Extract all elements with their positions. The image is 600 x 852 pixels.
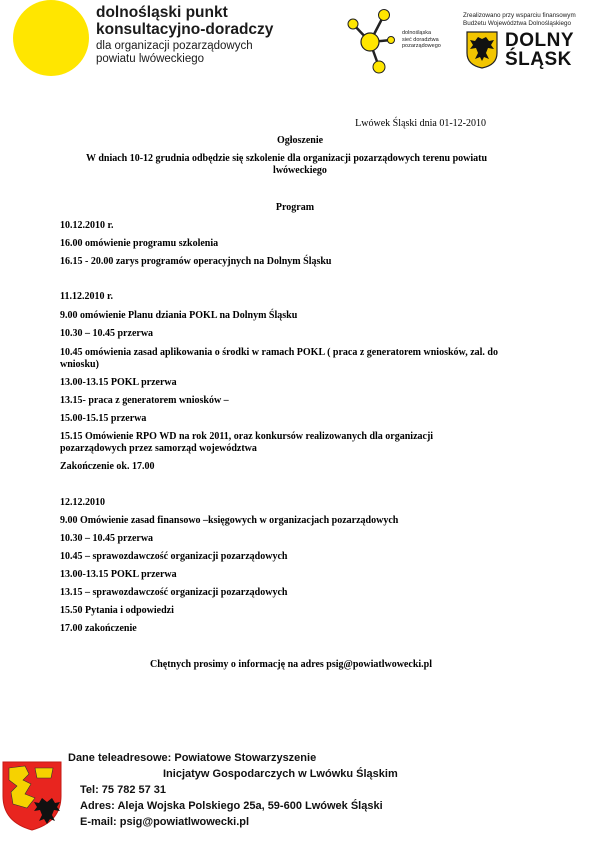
program-line: 17.00 zakończenie xyxy=(60,623,137,634)
org-name-line2: konsultacyjno-doradczy xyxy=(96,21,274,38)
program-line: 13.15 – sprawozdawczość organizacji pozarządowych xyxy=(60,587,288,598)
program-line: 10.12.2010 r. xyxy=(60,220,114,231)
network-line3: pozarządowego xyxy=(402,43,441,49)
program-heading: Program xyxy=(275,202,315,213)
program-line: 13.00-13.15 POKL przerwa xyxy=(60,569,177,580)
dolny-slask-crest-icon xyxy=(466,31,498,69)
dolny-line2: ŚLĄSK xyxy=(505,49,572,70)
org-subtitle xyxy=(96,40,306,66)
program-line: 9.00 omówienie Planu dziania POKL na Dolnym Śląsku xyxy=(60,310,298,321)
program-line: 16.00 omówienie programu szkolenia xyxy=(60,238,219,249)
program-line: 10.45 omówienia zasad aplikowania o środki w ramach POKL ( praca z generatorem wniosków, zal. do xyxy=(60,347,498,358)
program-line: 12.12.2010 xyxy=(60,497,105,508)
program-line: Zakończenie ok. 17.00 xyxy=(60,461,155,472)
contact-email: E-mail: psig@powiatlwowecki.pl xyxy=(80,816,250,828)
network-line2: sieć doradztwa xyxy=(402,36,439,43)
program-line: 10.30 – 10.45 przerwa xyxy=(60,533,154,544)
support-line2: Budżetu Województwa Dolnośląskiego xyxy=(463,19,572,27)
contact-phone: Tel: 75 782 57 31 xyxy=(80,784,167,796)
program-line: pozarządowych przez samorząd województwa xyxy=(60,443,257,454)
support-text xyxy=(463,12,593,27)
network-line1: dolnośląska xyxy=(402,30,432,36)
program-line: 15.00-15.15 przerwa xyxy=(60,413,147,424)
org-sub-line2: powiatu lwóweckiego xyxy=(96,53,205,65)
network-logo-icon xyxy=(345,4,401,80)
network-label xyxy=(402,30,472,50)
dolny-slask-wordmark xyxy=(505,31,574,69)
program-line: 13.15- praca z generatorem wniosków – xyxy=(60,395,229,406)
program-line: 16.15 - 20.00 zarys programów operacyjnych na Dolnym Śląsku xyxy=(60,256,332,267)
closing-note: Chętnych prosimy o informację na adres psig@powiatlwowecki.pl xyxy=(150,659,432,670)
support-line1: Zrealizowano przy wsparciu finansowym xyxy=(463,12,576,19)
org-sub-line1: dla organizacji pozarządowych xyxy=(96,40,253,52)
dolny-line1: DOLNY xyxy=(505,30,574,51)
program-line: wniosku) xyxy=(60,359,99,370)
program-line: 15.50 Pytania i odpowiedzi xyxy=(60,605,174,616)
org-name xyxy=(96,4,306,38)
program-line: 9.00 Omówienie zasad finansowo –księgowych w organizacjach pozarządowych xyxy=(60,515,399,526)
org-name-line1: dolnośląski punkt xyxy=(96,4,228,21)
intro-line1: W dniach 10-12 grudnia odbędzie się szkolenie dla organizacji pozarządowych terenu powiatu xyxy=(86,153,488,164)
contact-line2: Inicjatyw Gospodarczych w Lwówku Śląskim xyxy=(163,768,398,780)
contact-address: Adres: Aleja Wojska Polskiego 25a, 59-600 Lwówek Śląski xyxy=(80,800,383,812)
announcement-heading: Ogłoszenie xyxy=(276,135,324,146)
program-line: 15.15 Omówienie RPO WD na rok 2011, oraz konkursów realizowanych dla organizacji xyxy=(60,431,434,442)
program-line: 10.45 – sprawozdawczość organizacji pozarządowych xyxy=(60,551,288,562)
contact-line1: Dane teleadresowe: Powiatowe Stowarzyszenie xyxy=(68,752,317,764)
program-line: 11.12.2010 r. xyxy=(60,291,113,302)
program-line: 13.00-13.15 POKL przerwa xyxy=(60,377,177,388)
intro-line2: lwóweckiego xyxy=(273,165,327,176)
program-line: 10.30 – 10.45 przerwa xyxy=(60,328,154,339)
place-date: Lwówek Śląski dnia 01-12-2010 xyxy=(355,118,486,129)
powiat-crest-icon xyxy=(1,760,63,832)
yellow-circle-logo xyxy=(13,0,89,76)
